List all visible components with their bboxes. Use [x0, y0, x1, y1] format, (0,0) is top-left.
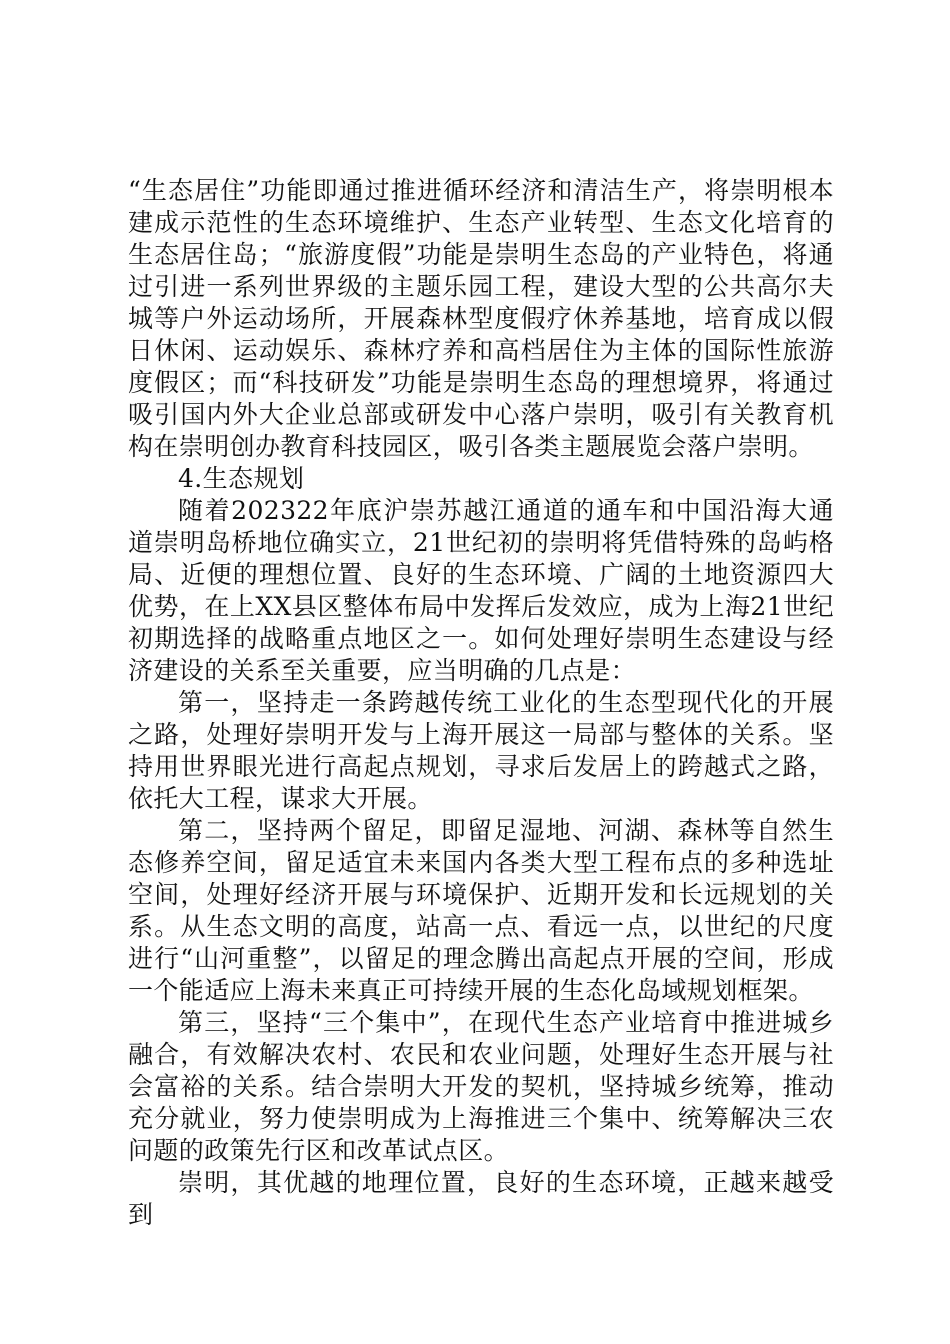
paragraph-point-two: 第二，坚持两个留足，即留足湿地、河湖、森林等自然生态修养空间，留足适宜未来国内各类大型工程布点的多种选址空间，处理好经济开展与环境保护、近期开发和长远规划的关系。从生态文明的高度，站高一点、看远一点，以世纪的尺度进行“山河重整”，以留足的理念腾出高起点开展的空间，形成一个能适应上海未来真正可持续开展的生态化岛域规划框架。	[128, 816, 834, 1005]
paragraph-point-one: 第一，坚持走一条跨越传统工业化的生态型现代化的开展之路，处理好崇明开发与上海开展这一局部与整体的关系。坚持用世界眼光进行高起点规划，寻求后发居上的跨越式之路，依托大工程，谋求大开展。	[128, 688, 834, 813]
paragraph-functions: “生态居住”功能即通过推进循环经济和清洁生产，将崇明根本建成示范性的生态环境维护、生态产业转型、生态文化培育的生态居住岛；“旅游度假”功能是崇明生态岛的产业特色，将通过引进一系列世界级的主题乐园工程，建设大型的公共高尔夫城等户外运动场所，开展森林型度假疗休养基地，培育成以假日休闲、运动娱乐、森林疗养和高档居住为主体的国际性旅游度假区；而“科技研发”功能是崇明生态岛的理想境界，将通过吸引国内外大企业总部或研发中心落户崇明，吸引有关教育机构在崇明创办教育科技园区，吸引各类主题展览会落户崇明。	[128, 176, 834, 461]
document-body	[128, 175, 834, 1231]
paragraph-closing: 崇明，其优越的地理位置，良好的生态环境，正越来越受到	[128, 1168, 834, 1229]
paragraph-planning-intro: 随着202322年底沪崇苏越江通道的通车和中国沿海大通道崇明岛桥地位确实立，21世纪初的崇明将凭借特殊的岛屿格局、近便的理想位置、良好的生态环境、广阔的土地资源四大优势，在上XX县区整体布局中发挥后发效应，成为上海21世纪初期选择的战略重点地区之一。如何处理好崇明生态建设与经济建设的关系至关重要，应当明确的几点是：	[128, 496, 834, 685]
paragraph-point-three: 第三，坚持“三个集中”，在现代生态产业培育中推进城乡融合，有效解决农村、农民和农业问题，处理好生态开展与社会富裕的关系。结合崇明大开发的契机，坚持城乡统筹，推动充分就业，努力使崇明成为上海推进三个集中、统筹解决三农问题的政策先行区和改革试点区。	[128, 1008, 834, 1165]
section-heading-ecological-planning: 4.生态规划	[178, 464, 305, 493]
